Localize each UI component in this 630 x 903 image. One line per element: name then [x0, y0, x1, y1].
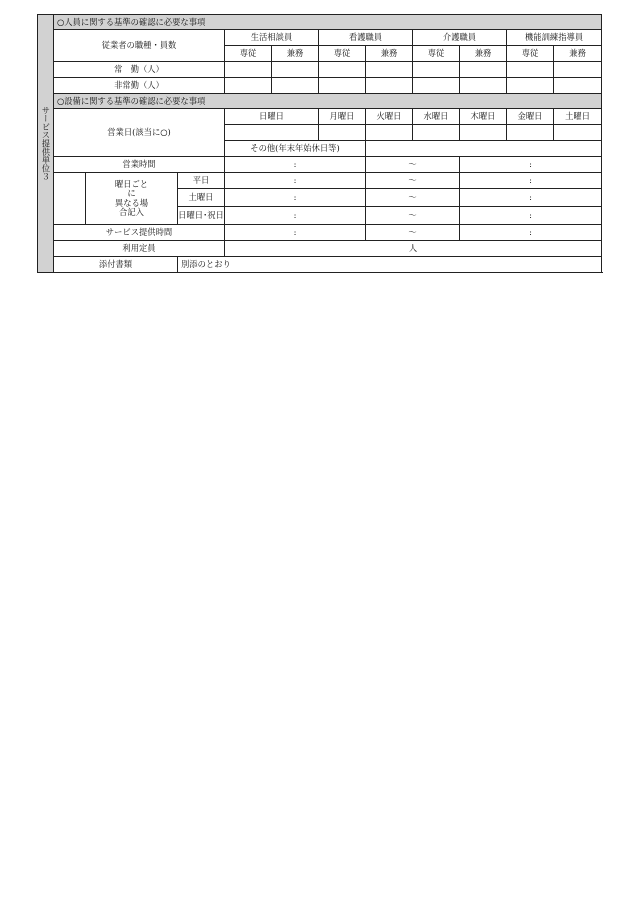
input-cell[interactable]: [507, 78, 554, 94]
input-cell[interactable]: [319, 78, 366, 94]
input-cell[interactable]: [272, 78, 319, 94]
weekday-label: 平日: [178, 173, 225, 189]
day-wednesday: 水曜日: [413, 109, 460, 125]
sun-holiday-start[interactable]: :: [225, 207, 366, 225]
part-time-label: 兼務: [272, 46, 319, 62]
input-cell[interactable]: [413, 78, 460, 94]
other-days-label: その他(年末年始休日等): [225, 141, 366, 157]
attachments-label: 添付書類: [54, 257, 178, 273]
service-hours-tilde: ～: [366, 225, 460, 241]
by-day-spacer: [54, 173, 86, 225]
capacity-label: 利用定員: [54, 241, 225, 257]
weekday-start[interactable]: :: [225, 173, 366, 189]
input-cell[interactable]: [460, 78, 507, 94]
weekday-tilde: ～: [366, 173, 460, 189]
attachments-value: 別添のとおり: [178, 257, 602, 273]
input-cell[interactable]: [460, 62, 507, 78]
day-friday: 金曜日: [507, 109, 554, 125]
input-cell[interactable]: [225, 62, 272, 78]
part-time-label: 兼務: [366, 46, 413, 62]
day-check-cell[interactable]: [460, 125, 507, 141]
day-check-cell[interactable]: [507, 125, 554, 141]
part-time-label: 兼務: [460, 46, 507, 62]
part-time-label: 兼務: [554, 46, 602, 62]
capacity-input[interactable]: 人: [225, 241, 602, 257]
sun-holiday-label: 日曜日･祝日: [178, 207, 225, 225]
hours-end[interactable]: :: [460, 157, 602, 173]
sun-holiday-end[interactable]: :: [460, 207, 602, 225]
full-time-label: 専従: [507, 46, 554, 62]
day-check-cell[interactable]: [413, 125, 460, 141]
input-cell[interactable]: [272, 62, 319, 78]
input-cell[interactable]: [225, 78, 272, 94]
business-days-label: 営業日(該当に○): [54, 109, 225, 157]
job-type-nurse: 看護職員: [319, 30, 413, 46]
day-thursday: 木曜日: [460, 109, 507, 125]
job-type-life-counselor: 生活相談員: [225, 30, 319, 46]
day-saturday: 土曜日: [554, 109, 602, 125]
regular-staff-label: 常 勤（人）: [54, 62, 225, 78]
input-cell[interactable]: [366, 78, 413, 94]
weekday-end[interactable]: :: [460, 173, 602, 189]
saturday-end[interactable]: :: [460, 189, 602, 207]
input-cell[interactable]: [319, 62, 366, 78]
day-tuesday: 火曜日: [366, 109, 413, 125]
day-check-cell[interactable]: [554, 125, 602, 141]
day-check-cell[interactable]: [225, 125, 319, 141]
application-form-table: [37, 14, 602, 273]
day-monday: 月曜日: [319, 109, 366, 125]
hours-tilde: ～: [366, 157, 460, 173]
input-cell[interactable]: [554, 78, 602, 94]
job-type-functional-trainer: 機能訓練指導員: [507, 30, 602, 46]
input-cell[interactable]: [366, 62, 413, 78]
service-hours-start[interactable]: :: [225, 225, 366, 241]
personnel-section-title: ○人員に関する基準の確認に必要な事項: [54, 15, 602, 30]
hours-start[interactable]: :: [225, 157, 366, 173]
staff-header: 従業者の職種・員数: [54, 30, 225, 62]
full-time-label: 専従: [319, 46, 366, 62]
non-regular-staff-label: 非常勤（人）: [54, 78, 225, 94]
input-cell[interactable]: [413, 62, 460, 78]
saturday-tilde: ～: [366, 189, 460, 207]
business-hours-label: 営業時間: [54, 157, 225, 173]
day-check-cell[interactable]: [319, 125, 366, 141]
saturday-label: 土曜日: [178, 189, 225, 207]
facility-section-title: ○設備に関する基準の確認に必要な事項: [54, 94, 602, 109]
day-sunday: 日曜日: [225, 109, 319, 125]
input-cell[interactable]: [554, 62, 602, 78]
job-type-care-worker: 介護職員: [413, 30, 507, 46]
service-unit-side-label: サービス提供単位３: [38, 15, 54, 273]
saturday-start[interactable]: :: [225, 189, 366, 207]
by-day-label: 曜日ごと に 異なる場 合記入: [86, 173, 178, 225]
service-hours-label: サービス提供時間: [54, 225, 225, 241]
sun-holiday-tilde: ～: [366, 207, 460, 225]
input-cell[interactable]: [507, 62, 554, 78]
full-time-label: 専従: [413, 46, 460, 62]
full-time-label: 専従: [225, 46, 272, 62]
day-check-cell[interactable]: [366, 125, 413, 141]
other-days-input[interactable]: [366, 141, 602, 157]
service-hours-end[interactable]: :: [460, 225, 602, 241]
